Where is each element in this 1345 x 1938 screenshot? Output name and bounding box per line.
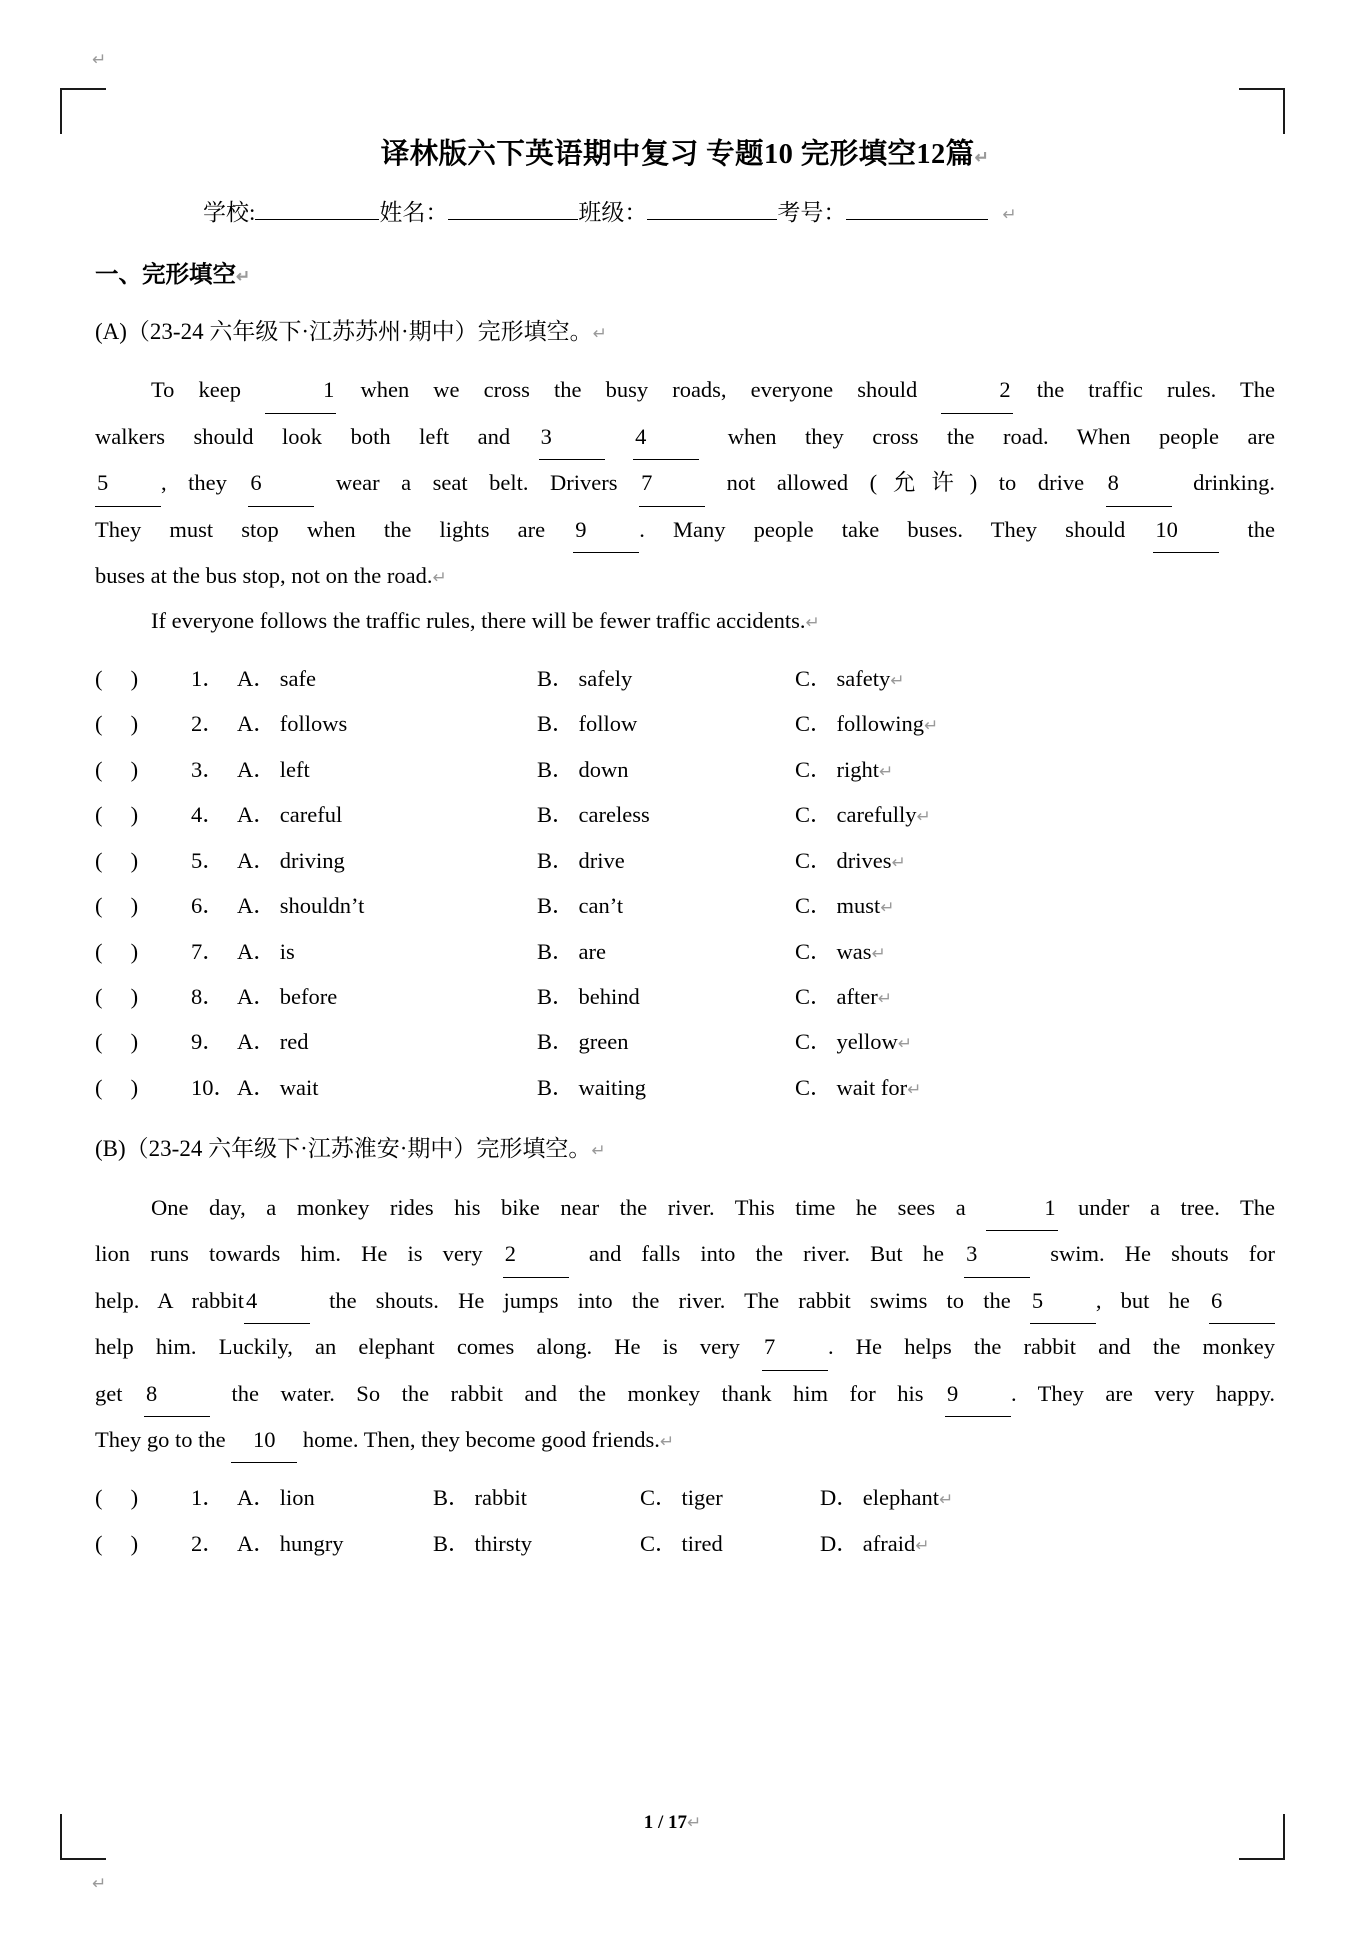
question-number: 5． [191, 847, 225, 873]
option-text: after [836, 983, 878, 1009]
passage-a-paragraph-2-text: If everyone follows the traffic rules, there will be fewer traffic accidents. [151, 608, 806, 634]
question-number: 1． [191, 1485, 225, 1511]
passage-b-body [95, 1185, 1275, 1464]
option-letter: D． [820, 1530, 859, 1556]
pilcrow-icon: ↵ [915, 1535, 930, 1555]
option-b[interactable] [537, 747, 795, 792]
option-letter: C． [640, 1485, 678, 1511]
pilcrow-icon: ↵ [924, 716, 939, 736]
pilcrow-icon: ↵ [897, 1034, 913, 1054]
option-text: follow [578, 711, 638, 737]
cloze-blank-9[interactable]: 9 [945, 1371, 1011, 1417]
cloze-blank-3[interactable]: 3 [964, 1231, 1030, 1277]
cloze-blank-5[interactable]: 5 [1030, 1278, 1096, 1324]
option-letter: B． [537, 893, 575, 919]
option-letter: A． [237, 756, 276, 782]
option-letter: A． [237, 711, 276, 737]
option-a[interactable] [237, 929, 537, 974]
passage-a-lines [95, 367, 1275, 598]
answer-bracket[interactable]: ( ) [95, 756, 139, 782]
passage-line: They go to the 10 home. Then, they become good friends.↵ [95, 1417, 1275, 1463]
question-number: 2． [191, 711, 225, 737]
answer-bracket[interactable]: ( ) [95, 1029, 139, 1055]
pilcrow-icon: ↵ [92, 50, 107, 69]
option-letter: B． [537, 938, 575, 964]
cloze-blank-2[interactable]: 2 [941, 367, 1012, 413]
option-text: careful [279, 802, 343, 828]
question-row [95, 929, 1275, 974]
option-letter: C． [795, 711, 833, 737]
pilcrow-icon: ↵ [236, 266, 251, 286]
option-a[interactable] [237, 1475, 433, 1520]
cloze-blank-2[interactable]: 2 [503, 1231, 569, 1277]
answer-bracket[interactable]: ( ) [95, 893, 139, 919]
cloze-blank-4[interactable]: 4 [633, 414, 699, 460]
option-c[interactable] [795, 656, 905, 701]
option-c[interactable] [795, 929, 886, 974]
option-text: green [578, 1029, 629, 1055]
option-text: safe [279, 665, 316, 691]
option-c[interactable] [795, 747, 893, 792]
option-a[interactable] [237, 656, 537, 701]
option-letter: C． [795, 893, 833, 919]
passage-line: lion runs towards him. He is very 2 and falls into the river. But he 3 swim. He shouts for [95, 1231, 1275, 1277]
option-b[interactable] [537, 929, 795, 974]
option-b[interactable] [433, 1521, 640, 1566]
answer-bracket[interactable]: ( ) [95, 711, 139, 737]
option-b[interactable] [537, 1019, 795, 1064]
option-text: was [836, 938, 872, 964]
cloze-blank-6[interactable]: 6 [248, 460, 314, 506]
option-d[interactable] [820, 1521, 929, 1566]
option-letter: B． [537, 756, 575, 782]
exam-no-input-blank[interactable] [846, 219, 988, 220]
passage-line: get 8 the water. So the rabbit and the monkey thank him for his 9 . They are very happy. [95, 1371, 1275, 1417]
school-label: 学校: [203, 199, 256, 225]
student-info-row [95, 195, 1275, 232]
page-number: 1 / 17 [643, 1812, 688, 1833]
question-row [95, 838, 1275, 883]
pilcrow-icon: ↵ [659, 1431, 675, 1451]
option-letter: B． [537, 847, 575, 873]
passage-line: buses at the bus stop, not on the road.↵ [95, 563, 447, 589]
class-label: 班级： [578, 199, 648, 225]
option-text: safety [836, 665, 891, 691]
pilcrow-icon: ↵ [592, 323, 607, 343]
answer-bracket[interactable]: ( ) [95, 938, 139, 964]
pilcrow-icon: ↵ [974, 148, 990, 167]
passage-a-body [95, 367, 1275, 644]
option-c[interactable] [795, 701, 938, 746]
option-text: drive [578, 847, 625, 873]
option-letter: C． [795, 1029, 833, 1055]
passage-b-lines [95, 1185, 1275, 1464]
option-a[interactable] [237, 701, 537, 746]
option-letter: C． [795, 665, 833, 691]
option-letter: C． [795, 938, 833, 964]
option-letter: A． [237, 1074, 276, 1100]
pilcrow-icon: ↵ [877, 988, 892, 1008]
cloze-blank-7[interactable]: 7 [639, 460, 705, 506]
option-text: shouldn’t [279, 893, 365, 919]
option-letter: A． [237, 847, 276, 873]
pilcrow-icon: ↵ [907, 1079, 922, 1099]
passage-line: 5 , they 6 wear a seat belt. Drivers 7 not allowed (允许) to drive 8 drinking. [95, 460, 1275, 506]
pilcrow-icon: ↵ [891, 852, 906, 872]
passage-line: One day, a monkey rides his bike near the river. This time he sees a 1 under a tree. The [95, 1185, 1275, 1231]
question-number: 9． [191, 1029, 225, 1055]
answer-bracket[interactable]: ( ) [95, 1485, 139, 1511]
option-c[interactable] [795, 1065, 921, 1110]
passage-line: help him. Luckily, an elephant comes along. He is very 7 . He helps the rabbit and the monkey [95, 1324, 1275, 1370]
class-input-blank[interactable] [647, 219, 777, 220]
option-text: driving [279, 847, 345, 873]
option-b[interactable] [537, 974, 795, 1019]
option-letter: C． [795, 983, 833, 1009]
question-number: 3． [191, 756, 225, 782]
question-row [95, 1521, 1275, 1566]
option-text: are [578, 938, 606, 964]
cloze-blank-4[interactable]: 4 [244, 1278, 310, 1324]
passage-b-options [95, 1475, 1275, 1566]
passage-line: help. A rabbit4 the shouts. He jumps into the river. The rabbit swims to the 5 , but he 6 [95, 1278, 1275, 1324]
option-text: yellow [836, 1029, 898, 1055]
option-text: waiting [578, 1074, 647, 1100]
pilcrow-icon: ↵ [871, 943, 886, 963]
answer-bracket[interactable]: ( ) [95, 847, 139, 873]
option-a[interactable] [237, 974, 537, 1019]
pilcrow-icon: ↵ [432, 568, 447, 588]
question-number: 7． [191, 938, 225, 964]
answer-bracket[interactable]: ( ) [95, 1530, 139, 1556]
option-b[interactable] [537, 656, 795, 701]
passage-a-paragraph-2 [95, 598, 1275, 643]
question-number: 10． [191, 1074, 237, 1100]
question-row [95, 656, 1275, 701]
pilcrow-icon: ↵ [890, 670, 905, 690]
pilcrow-icon: ↵ [880, 898, 895, 918]
passage-a-options [95, 656, 1275, 1110]
option-b[interactable] [433, 1475, 640, 1520]
cloze-blank-7[interactable]: 7 [762, 1324, 828, 1370]
passage-line: To keep 1 when we cross the busy roads, everyone should 2 the traffic rules. The [95, 367, 1275, 413]
option-text: afraid [862, 1530, 916, 1556]
passage-a-subheading-text: (A)（23-24 六年级下·江苏苏州·期中）完形填空。 [95, 318, 593, 344]
option-text: left [279, 756, 310, 782]
pilcrow-icon: ↵ [938, 1490, 954, 1510]
option-text: carefully [836, 802, 917, 828]
option-letter: C． [795, 1074, 833, 1100]
cloze-blank-6[interactable]: 6 [1209, 1278, 1275, 1324]
question-row [95, 747, 1275, 792]
passage-line: They must stop when the lights are 9 . Many people take buses. They should 10 the [95, 507, 1275, 553]
option-b[interactable] [537, 701, 795, 746]
passage-line: walkers should look both left and 3 4 when they cross the road. When people are [95, 414, 1275, 460]
option-text: rabbit [474, 1485, 527, 1511]
question-number: 2． [191, 1530, 225, 1556]
page-title-text: 译林版六下英语期中复习 专题10 完形填空12篇 [380, 139, 975, 170]
cloze-blank-8[interactable]: 8 [144, 1371, 210, 1417]
option-letter: B． [537, 1029, 575, 1055]
cloze-blank-5[interactable]: 5 [95, 460, 161, 506]
question-row [95, 1475, 1275, 1520]
name-label: 姓名： [379, 199, 449, 225]
pilcrow-icon: ↵ [591, 1141, 606, 1161]
answer-bracket[interactable]: ( ) [95, 983, 139, 1009]
option-text: wait for [836, 1074, 908, 1100]
option-text: tired [681, 1530, 723, 1556]
answer-bracket[interactable]: ( ) [95, 665, 139, 691]
option-c[interactable] [640, 1475, 820, 1520]
passage-b-subheading-text: (B)（23-24 六年级下·江苏淮安·期中）完形填空。 [95, 1136, 592, 1162]
option-c[interactable] [795, 883, 895, 928]
option-text: red [279, 1029, 309, 1055]
option-letter: C． [795, 756, 833, 782]
option-c[interactable] [795, 1019, 912, 1064]
option-text: wait [279, 1074, 319, 1100]
option-c[interactable] [795, 838, 906, 883]
option-letter: A． [237, 1485, 276, 1511]
option-a[interactable] [237, 792, 537, 837]
cloze-blank-1[interactable]: 1 [986, 1185, 1057, 1231]
option-letter: A． [237, 802, 276, 828]
option-text: must [836, 893, 881, 919]
answer-bracket[interactable]: ( ) [95, 802, 139, 828]
question-number: 6． [191, 893, 225, 919]
option-c[interactable] [795, 974, 892, 1019]
option-text: following [836, 711, 925, 737]
option-a[interactable] [237, 883, 537, 928]
option-d[interactable] [820, 1475, 953, 1520]
name-input-blank[interactable] [448, 219, 578, 220]
option-text: careless [578, 802, 650, 828]
option-text: drives [836, 847, 892, 873]
cloze-blank-3[interactable]: 3 [539, 414, 605, 460]
option-text: down [578, 756, 629, 782]
pilcrow-icon: ↵ [916, 807, 931, 827]
passage-b-subheading [95, 1132, 1275, 1167]
option-text: can’t [578, 893, 624, 919]
option-letter: B． [537, 711, 575, 737]
option-text: safely [578, 665, 633, 691]
option-letter: B． [537, 665, 575, 691]
option-letter: C． [795, 802, 833, 828]
cloze-blank-1[interactable]: 1 [265, 367, 336, 413]
cloze-blank-10[interactable]: 10 [1153, 507, 1219, 553]
pilcrow-icon: ↵ [1002, 204, 1017, 224]
option-a[interactable] [237, 1065, 537, 1110]
option-text: thirsty [474, 1530, 533, 1556]
exam-no-label: 考号： [777, 199, 847, 225]
pilcrow-icon: ↵ [687, 1813, 702, 1832]
option-letter: A． [237, 665, 276, 691]
option-letter: A． [237, 938, 276, 964]
question-number: 1． [191, 665, 225, 691]
question-row [95, 1065, 1275, 1110]
school-input-blank[interactable] [255, 219, 379, 220]
pilcrow-icon: ↵ [805, 613, 820, 633]
question-row [95, 792, 1275, 837]
pilcrow-icon: ↵ [879, 761, 894, 781]
section-heading-text: 一、完形填空 [95, 261, 236, 288]
option-a[interactable] [237, 1521, 433, 1566]
option-text: lion [279, 1485, 315, 1511]
option-letter: B． [537, 802, 575, 828]
option-c[interactable] [640, 1521, 820, 1566]
option-b[interactable] [537, 1065, 795, 1110]
option-letter: D． [820, 1485, 859, 1511]
option-text: is [279, 938, 295, 964]
question-number: 4． [191, 802, 225, 828]
option-text: behind [578, 983, 640, 1009]
section-heading [95, 258, 1275, 293]
option-letter: B． [433, 1485, 471, 1511]
option-text: tiger [681, 1485, 723, 1511]
option-text: hungry [279, 1530, 344, 1556]
page-title [95, 128, 1275, 177]
passage-a-subheading [95, 315, 1275, 350]
answer-bracket[interactable]: ( ) [95, 1074, 139, 1100]
option-letter: C． [640, 1530, 678, 1556]
option-letter: A． [237, 1530, 276, 1556]
question-row [95, 701, 1275, 746]
option-text: elephant [862, 1485, 939, 1511]
question-row [95, 974, 1275, 1019]
option-letter: B． [537, 983, 575, 1009]
option-a[interactable] [237, 1019, 537, 1064]
question-row [95, 1019, 1275, 1064]
option-letter: B． [537, 1074, 575, 1100]
option-letter: A． [237, 1029, 276, 1055]
option-text: right [836, 756, 880, 782]
option-text: follows [279, 711, 348, 737]
pilcrow-icon: ↵ [92, 1874, 107, 1893]
page-footer [0, 1812, 1345, 1834]
option-c[interactable] [795, 792, 931, 837]
document-content [95, 128, 1275, 1566]
option-a[interactable] [237, 747, 537, 792]
option-b[interactable] [537, 883, 795, 928]
option-b[interactable] [537, 792, 795, 837]
option-letter: A． [237, 983, 276, 1009]
option-letter: A． [237, 893, 276, 919]
question-number: 8． [191, 983, 225, 1009]
option-a[interactable] [237, 838, 537, 883]
option-letter: C． [795, 847, 833, 873]
option-text: before [279, 983, 338, 1009]
cloze-blank-8[interactable]: 8 [1106, 460, 1172, 506]
option-b[interactable] [537, 838, 795, 883]
option-letter: B． [433, 1530, 471, 1556]
question-row [95, 883, 1275, 928]
cloze-blank-10[interactable]: 10 [231, 1417, 297, 1463]
cloze-blank-9[interactable]: 9 [573, 507, 639, 553]
